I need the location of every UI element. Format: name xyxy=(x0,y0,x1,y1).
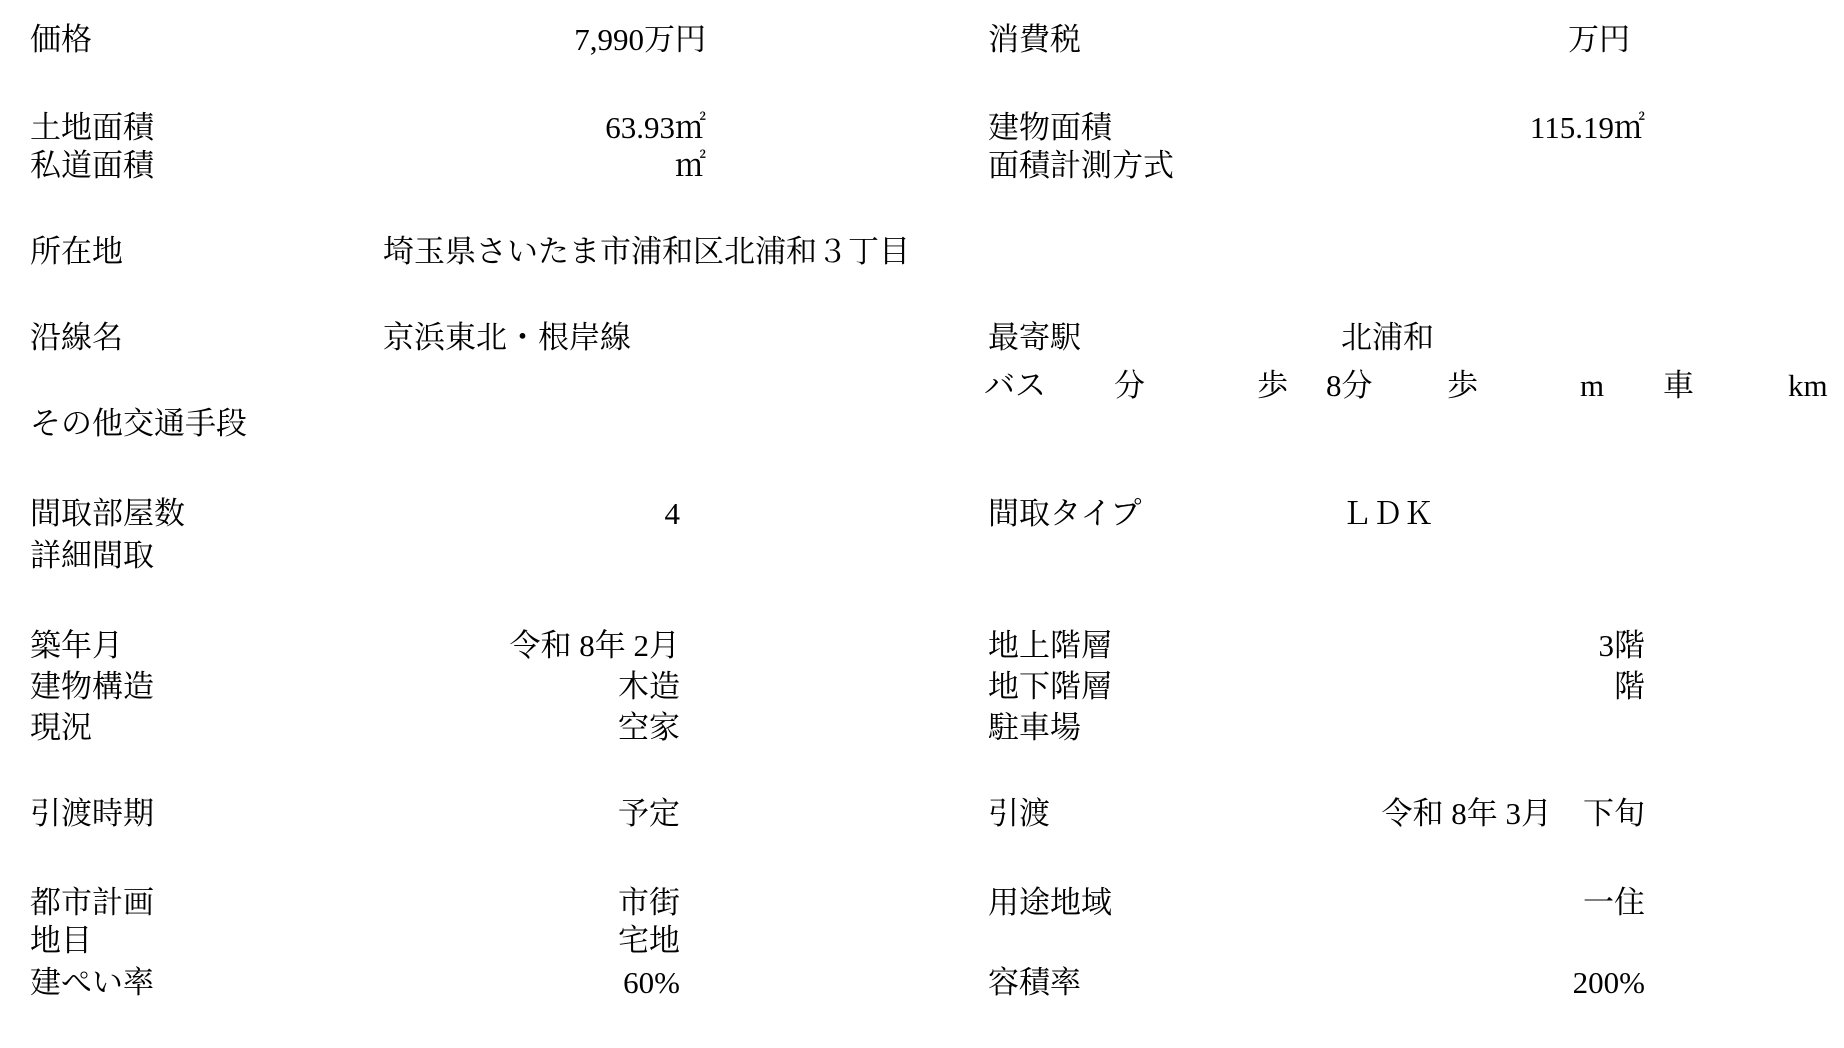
floors-above-value: 3階 xyxy=(1598,628,1645,663)
nearest-station-label: 最寄駅 xyxy=(988,320,1081,355)
access-walk-label: 歩 xyxy=(1257,368,1288,403)
floors-above-label: 地上階層 xyxy=(988,628,1112,663)
price-value: 7,990万円 xyxy=(574,22,706,57)
area-measurement-method-label: 面積計測方式 xyxy=(988,148,1174,183)
rail-line-value: 京浜東北・根岸線 xyxy=(383,320,631,355)
handover-timing-label: 引渡時期 xyxy=(30,796,154,831)
location-value: 埼玉県さいたま市浦和区北浦和３丁目 xyxy=(383,234,910,269)
built-date-label: 築年月 xyxy=(30,628,123,663)
price-label: 価格 xyxy=(30,22,92,57)
layout-detail-label: 詳細間取 xyxy=(30,538,154,573)
consumption-tax-value: 万円 xyxy=(1568,22,1630,57)
nearest-station-value: 北浦和 xyxy=(1341,320,1434,355)
consumption-tax-label: 消費税 xyxy=(988,22,1081,57)
building-area-value: 115.19㎡ xyxy=(1529,110,1645,145)
floors-below-value: 階 xyxy=(1614,669,1645,704)
zoning-label: 用途地域 xyxy=(988,885,1112,920)
structure-value: 木造 xyxy=(618,669,680,704)
building-coverage-ratio-label: 建ぺい率 xyxy=(30,965,154,1000)
handover-value: 令和 8年 3月 下旬 xyxy=(1381,796,1645,831)
floor-area-ratio-label: 容積率 xyxy=(988,965,1081,1000)
private-road-area-value: ㎡ xyxy=(675,148,706,183)
current-status-label: 現況 xyxy=(30,710,92,745)
city-planning-value: 市街 xyxy=(618,885,680,920)
private-road-area-label: 私道面積 xyxy=(30,148,154,183)
room-count-value: 4 xyxy=(664,496,680,531)
parking-label: 駐車場 xyxy=(988,710,1081,745)
land-area-label: 土地面積 xyxy=(30,110,154,145)
built-date-value: 令和 8年 2月 xyxy=(509,628,680,663)
land-area-value: 63.93㎡ xyxy=(605,110,706,145)
handover-label: 引渡 xyxy=(988,796,1050,831)
location-label: 所在地 xyxy=(30,234,123,269)
city-planning-label: 都市計画 xyxy=(30,885,154,920)
layout-type-value: ＬＤＫ xyxy=(1341,496,1434,531)
building-area-label: 建物面積 xyxy=(988,110,1112,145)
land-category-label: 地目 xyxy=(30,923,92,958)
building-coverage-ratio-value: 60% xyxy=(623,965,680,1000)
structure-label: 建物構造 xyxy=(30,669,154,704)
current-status-value: 空家 xyxy=(618,710,680,745)
access-meters-unit: m xyxy=(1580,368,1605,403)
zoning-value: 一住 xyxy=(1583,885,1645,920)
floors-below-label: 地下階層 xyxy=(988,669,1112,704)
access-bus-minutes-unit: 分 xyxy=(1114,368,1145,403)
layout-type-label: 間取タイプ xyxy=(988,496,1142,531)
access-car-label: 車 xyxy=(1663,368,1694,403)
room-count-label: 間取部屋数 xyxy=(30,496,185,531)
access-walk2-label: 歩 xyxy=(1447,368,1478,403)
access-bus-label: バス xyxy=(984,368,1046,403)
access-km-unit: km xyxy=(1788,368,1828,403)
floor-area-ratio-value: 200% xyxy=(1572,965,1645,1000)
handover-timing-value: 予定 xyxy=(618,796,680,831)
land-category-value: 宅地 xyxy=(618,923,680,958)
access-walk-minutes-value: 8分 xyxy=(1326,368,1373,403)
other-transport-label: その他交通手段 xyxy=(30,406,247,441)
rail-line-label: 沿線名 xyxy=(30,320,123,355)
